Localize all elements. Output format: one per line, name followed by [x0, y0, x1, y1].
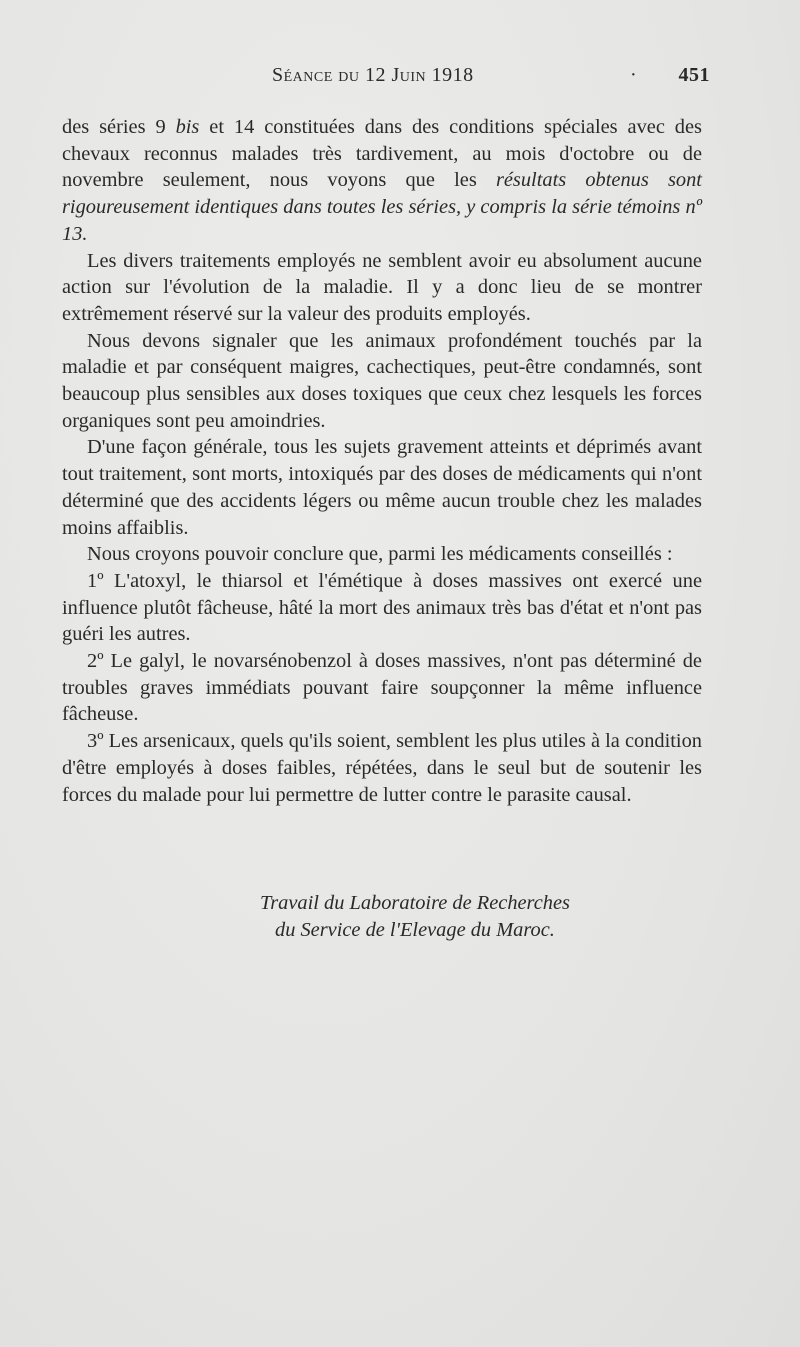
signature-line-1: Travail du Laboratoire de Recherches: [260, 892, 570, 914]
paragraph: Nous croyons pouvoir conclure que, parmi les médicaments conseillés :: [87, 543, 673, 566]
italic-emphasis: résultats obtenus sont rigoureusement identiques dans toutes les séries, y compris la série témoins nº 13.: [62, 169, 702, 245]
italic-bis: bis: [175, 116, 200, 138]
list-item-3: 3º Les arsenicaux, quels qu'ils soient, semblent les plus utiles à la condition d'être employés à doses faibles, répétées, dans le seul but de soutenir les forces du malade pour lui permettre de lutter contre le parasite causal.: [62, 730, 702, 806]
body-text: [62, 114, 702, 808]
running-head-separator: ·: [630, 64, 638, 86]
list-item-2: 2º Le galyl, le novarsénobenzol à doses massives, n'ont pas déterminé de troubles graves immédiats pouvant faire soupçonner la même influence fâcheuse.: [62, 650, 702, 726]
paragraph: Nous devons signaler que les animaux profondément touchés par la maladie et par conséquent maigres, cachectiques, peut-être condamnés, sont beaucoup plus sensibles aux doses toxiques que ceux chez lesquels les forces organiques sont peu amoindries.: [62, 329, 702, 432]
running-head-title: Séance du 12 Juin 1918: [272, 64, 474, 86]
paragraph: Les divers traitements employés ne semblent avoir eu absolument aucune action sur l'évolution de la maladie. Il y a donc lieu de se montrer extrêmement réservé sur la valeur des produits employés.: [62, 249, 702, 325]
paragraph-continuation: [62, 114, 702, 248]
page-number: 451: [678, 64, 710, 86]
paragraph-text: et 14 constituées dans des conditions spéciales avec des chevaux reconnus malades très tardivement, au mois d'octobre ou de novembre seulement, nous voyons que les: [62, 116, 702, 192]
signature-line-2: du Service de l'Elevage du Maroc.: [275, 919, 555, 941]
paragraph: D'une façon générale, tous les sujets gravement atteints et déprimés avant tout traitement, sont morts, intoxiqués par des doses de médicaments qui n'ont déterminé que des accidents légers ou même aucun trouble chez les malades moins affaiblis.: [62, 436, 702, 539]
running-head: [62, 64, 708, 94]
paragraph-text: des séries 9: [62, 116, 176, 138]
list-item-1: 1º L'atoxyl, le thiarsol et l'émétique à doses massives ont exercé une influence plutôt fâcheuse, hâté la mort des animaux très bas d'état et n'ont pas guéri les autres.: [62, 569, 702, 646]
